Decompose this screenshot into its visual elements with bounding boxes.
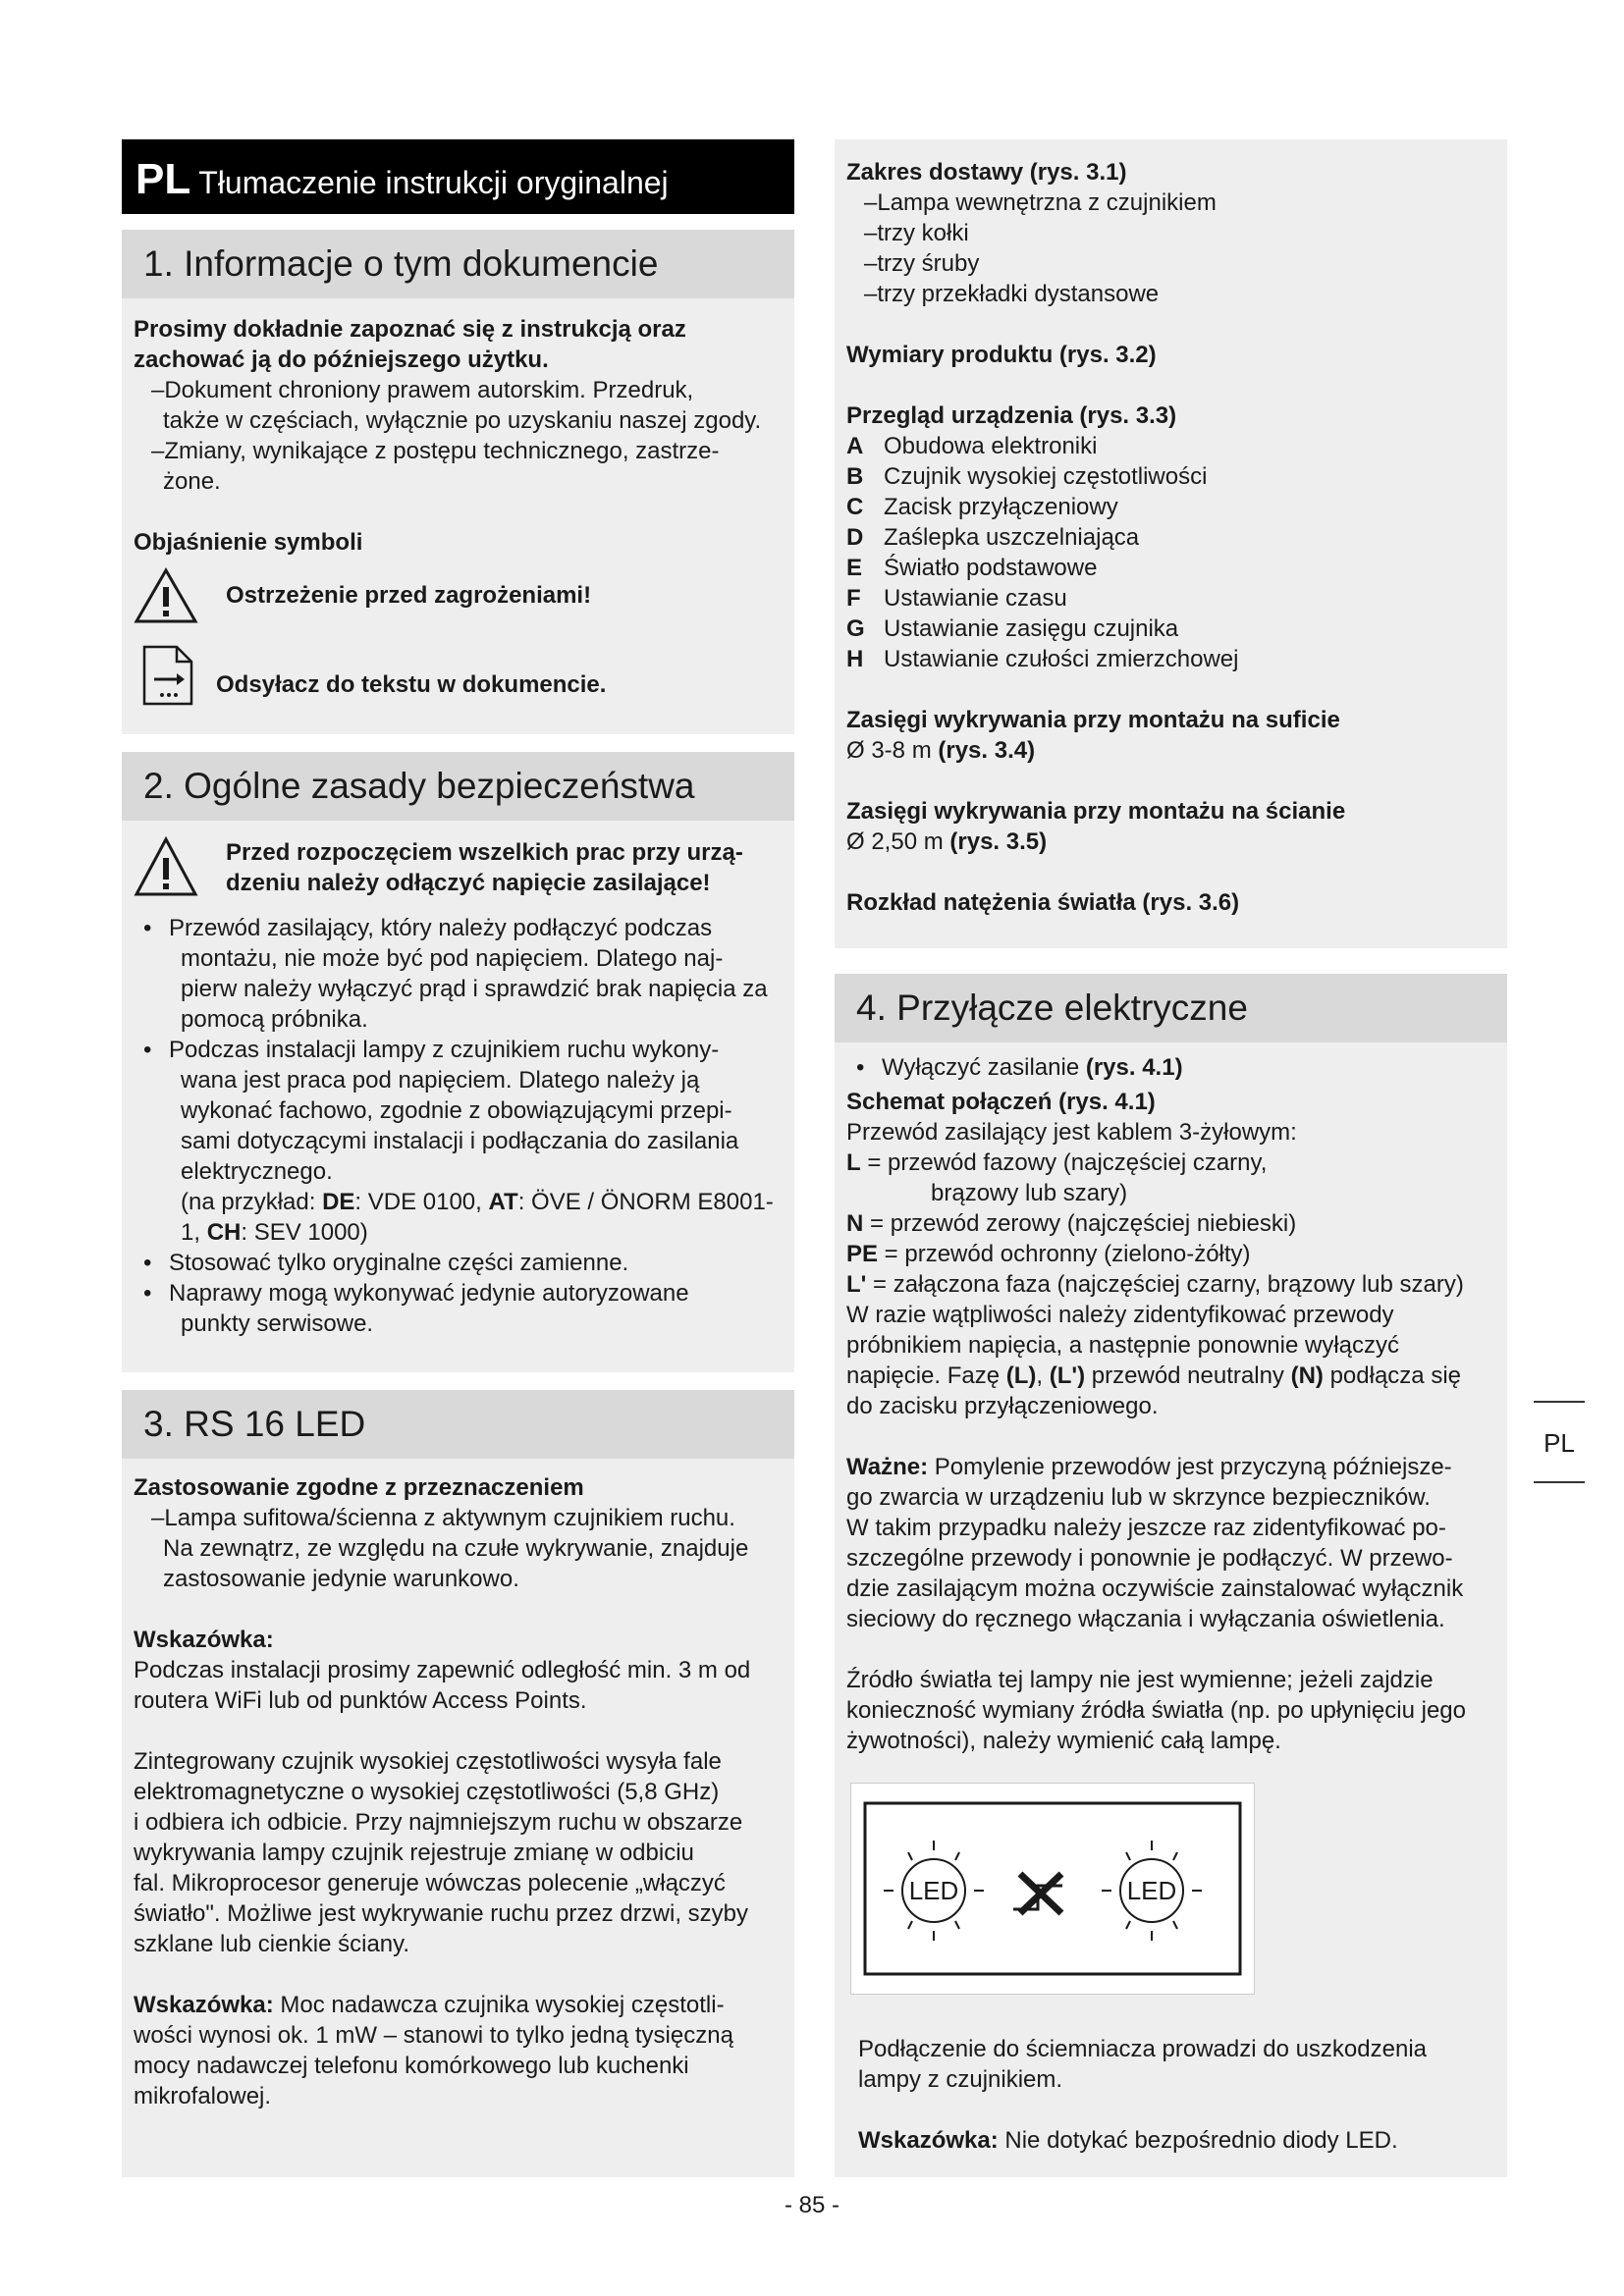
scope-item: –Lampa wewnętrzna z czujnikiem: [864, 189, 1217, 216]
overview-item: C Zacisk przyłączeniowy: [846, 494, 1118, 520]
light-distribution-title: Rozkład natężenia światła (rys. 3.6): [846, 889, 1240, 916]
ceiling-title: Zasięgi wykrywania przy montażu na suficie: [846, 707, 1340, 733]
paragraph-line: szklane lub cienkie ściany.: [134, 1931, 410, 1957]
list-item: wana jest praca pod napięciem. Dlatego należy ją: [181, 1067, 700, 1094]
source-line: konieczność wymiany źródła światła (np. po upłynięciu jego: [846, 1697, 1466, 1724]
note-line: mocy nadawczej telefonu komórkowego lub kuchenki: [134, 2053, 689, 2079]
led-dimmer-diagram: [850, 1783, 1255, 1995]
overview-title: Przegląd urządzenia (rys. 3.3): [846, 402, 1177, 429]
wall-value: Ø 2,50 m (rys. 3.5): [846, 828, 1048, 855]
phase-end: do zacisku przyłączeniowego.: [846, 1393, 1159, 1419]
overview-item: G Ustawianie zasięgu czujnika: [846, 615, 1179, 642]
section-3-heading: 3. RS 16 LED: [122, 1390, 794, 1459]
paragraph-line: światło". Możliwe jest wykrywanie ruchu przez drzwi, szyby: [134, 1900, 749, 1927]
section-4-heading: 4. Przyłącze elektryczne: [835, 974, 1507, 1042]
paragraph-line: elektromagnetyczne o wysokiej częstotliwości (5,8 GHz): [134, 1779, 720, 1805]
dimmer-line: Podłączenie do ściemniacza prowadzi do uszkodzenia: [858, 2036, 1427, 2062]
section-2: [122, 752, 794, 1372]
cable-line: Przewód zasilający jest kablem 3-żyłowym:: [846, 1119, 1297, 1146]
overview-item: F Ustawianie czasu: [846, 585, 1067, 612]
language-code: PL: [135, 155, 191, 203]
overview-item: D Zaślepka uszczelniająca: [846, 524, 1140, 551]
dimmer-crossed-icon: [1013, 1874, 1062, 1913]
list-item: sami dotyczącymi instalacji i podłączania do zasilania: [181, 1128, 739, 1154]
list-item: –Zmiany, wynikające z postępu technicznego, zastrze-: [151, 438, 720, 464]
schema-title: Schemat połączeń (rys. 4.1): [846, 1089, 1156, 1115]
section-1-heading: 1. Informacje o tym dokumencie: [122, 230, 794, 298]
paragraph-line: Zintegrowany czujnik wysokiej częstotliwości wysyła fale: [134, 1748, 722, 1775]
warning-line: Przed rozpoczęciem wszelkich prac przy urzą-: [226, 839, 743, 866]
list-item: • Wyłączyć zasilanie (rys. 4.1): [846, 1052, 1495, 1083]
led-left-icon: [884, 1841, 984, 1941]
intro-line: zachować ją do późniejszego użytku.: [134, 347, 549, 373]
norms-line: (na przykład: DE: VDE 0100, AT: ÖVE / ÖNORM E8001-: [181, 1189, 774, 1215]
language-side-tab: [1534, 1401, 1585, 1483]
list-item: elektrycznego.: [181, 1158, 333, 1185]
symbols-title: Objaśnienie symboli: [134, 529, 363, 556]
document-reference-icon: [141, 644, 194, 715]
use-line: –Lampa sufitowa/ścienna z aktywnym czujnikiem ruchu.: [151, 1505, 735, 1531]
phase-line: napięcie. Fazę (L), (L') przewód neutralny (N) podłącza się: [846, 1362, 1461, 1389]
list-item: • Stosować tylko oryginalne części zamienne.: [134, 1248, 783, 1278]
doubt-line: W razie wątpliwości należy zidentyfikować przewody: [846, 1302, 1394, 1328]
warning-icon: [134, 836, 198, 905]
norms-line: 1, CH: SEV 1000): [181, 1219, 368, 1246]
list-item: punkty serwisowe.: [181, 1310, 374, 1337]
banner-title: Tłumaczenie instrukcji oryginalnej: [198, 165, 669, 200]
section-2-heading: 2. Ogólne zasady bezpieczeństwa: [122, 752, 794, 821]
note-line: Wskazówka: Moc nadawcza czujnika wysokiej częstotli-: [134, 1992, 725, 2018]
note-line: routera WiFi lub od punktów Access Points.: [134, 1687, 587, 1714]
intro-line: Prosimy dokładnie zapoznać się z instrukcją oraz: [134, 316, 686, 343]
note-title: Wskazówka:: [134, 1627, 274, 1653]
list-item: • Naprawy mogą wykonywać jedynie autoryzowane: [134, 1278, 783, 1308]
use-line: zastosowanie jedynie warunkowo.: [163, 1566, 519, 1592]
doubt-line: próbnikiem napięcia, a następnie ponownie wyłączyć: [846, 1332, 1399, 1359]
list-item: pierw należy wyłączyć prąd i sprawdzić brak napięcia za: [181, 976, 768, 1002]
scope-title: Zakres dostawy (rys. 3.1): [846, 159, 1127, 186]
symbol-reference-text: Odsyłacz do tekstu w dokumencie.: [216, 670, 607, 698]
symbol-warning-text: Ostrzeżenie przed zagrożeniami!: [226, 581, 592, 609]
use-title: Zastosowanie zgodne z przeznaczeniem: [134, 1474, 584, 1501]
svg-text:LED: LED: [1126, 1876, 1177, 1905]
list-item: –Dokument chroniony prawem autorskim. Przedruk,: [151, 377, 694, 403]
led-right-icon: [1102, 1841, 1202, 1941]
ceiling-value: Ø 3-8 m (rys. 3.4): [846, 737, 1036, 764]
overview-item: E Światło podstawowe: [846, 555, 1098, 581]
paragraph-line: wykrywania lampy czujnik rejestruje zmianę w odbiciu: [134, 1840, 694, 1866]
scope-item: –trzy kołki: [864, 220, 969, 246]
wire-PE: PE = przewód ochronny (zielono-żółty): [846, 1241, 1251, 1267]
list-item: pomocą próbnika.: [181, 1006, 368, 1033]
important-line: sieciowy do ręcznego włączania i wyłączania oświetlenia.: [846, 1606, 1445, 1632]
warning-line: dzeniu należy odłączyć napięcie zasilające!: [226, 870, 711, 896]
note-line: wości wynosi ok. 1 mW – stanowi to tylko jedną tysięczną: [134, 2022, 733, 2049]
important-line: Ważne: Pomylenie przewodów jest przyczyną późniejsze-: [846, 1454, 1452, 1480]
source-line: żywotności), należy wymienić całą lampę.: [846, 1728, 1281, 1754]
important-line: dzie zasilającym można oczywiście zainstalować wyłącznik: [846, 1575, 1464, 1602]
list-item: wykonać fachowo, zgodnie z obowiązującymi przepi-: [181, 1097, 732, 1124]
paragraph-line: i odbiera ich odbicie. Przy najmniejszym ruchu w obszarze: [134, 1809, 743, 1836]
wire-L-cont: brązowy lub szary): [931, 1180, 1128, 1206]
overview-item: A Obudowa elektroniki: [846, 433, 1098, 459]
led-note: Wskazówka: Nie dotykać bezpośrednio diody LED.: [858, 2127, 1398, 2154]
language-banner: [122, 139, 794, 214]
list-item: żone.: [163, 468, 221, 495]
paragraph-line: fal. Mikroprocesor generuje wówczas polecenie „włączyć: [134, 1870, 726, 1896]
section-3: [122, 1390, 794, 2177]
note-line: Podczas instalacji prosimy zapewnić odległość min. 3 m od: [134, 1657, 751, 1683]
important-line: go zwarcia w urządzeniu lub w skrzynce bezpieczników.: [846, 1484, 1431, 1511]
use-line: Na zewnątrz, ze względu na czułe wykrywanie, znajduje: [163, 1535, 749, 1562]
list-item: • Przewód zasilający, który należy podłączyć podczas: [134, 913, 783, 943]
svg-text:LED: LED: [908, 1876, 959, 1905]
wire-Lprime: L' = załączona faza (najczęściej czarny, brązowy lub szary): [846, 1271, 1464, 1298]
page-number: - 85 -: [784, 2192, 839, 2218]
wire-N: N = przewód zerowy (najczęściej niebieski): [846, 1210, 1297, 1237]
wire-L: L = przewód fazowy (najczęściej czarny,: [846, 1149, 1268, 1176]
section-4: [835, 974, 1507, 2177]
list-item: montażu, nie może być pod napięciem. Dlatego naj-: [181, 945, 724, 972]
important-line: szczególne przewody i ponownie je podłączyć. W przewo-: [846, 1545, 1453, 1572]
note-line: mikrofalowej.: [134, 2083, 272, 2109]
scope-item: –trzy przekładki dystansowe: [864, 281, 1160, 307]
dims-title: Wymiary produktu (rys. 3.2): [846, 342, 1157, 368]
scope-item: –trzy śruby: [864, 250, 980, 277]
overview-item: H Ustawianie czułości zmierzchowej: [846, 646, 1239, 672]
important-line: W takim przypadku należy jeszcze raz zidentyfikować po-: [846, 1515, 1446, 1541]
source-line: Źródło światła tej lampy nie jest wymienne; jeżeli zajdzie: [846, 1667, 1434, 1693]
overview-item: B Czujnik wysokiej częstotliwości: [846, 463, 1208, 490]
section-1: [122, 230, 794, 734]
side-tab-label: PL: [1543, 1428, 1575, 1458]
dimmer-line: lampy z czujnikiem.: [858, 2066, 1063, 2093]
right-column-top: [835, 139, 1507, 948]
warning-icon: [134, 567, 198, 632]
list-item: • Podczas instalacji lampy z czujnikiem ruchu wykony-: [134, 1035, 783, 1065]
wall-title: Zasięgi wykrywania przy montażu na ścianie: [846, 798, 1346, 825]
list-item: także w częściach, wyłącznie po uzyskaniu naszej zgody.: [163, 407, 762, 434]
